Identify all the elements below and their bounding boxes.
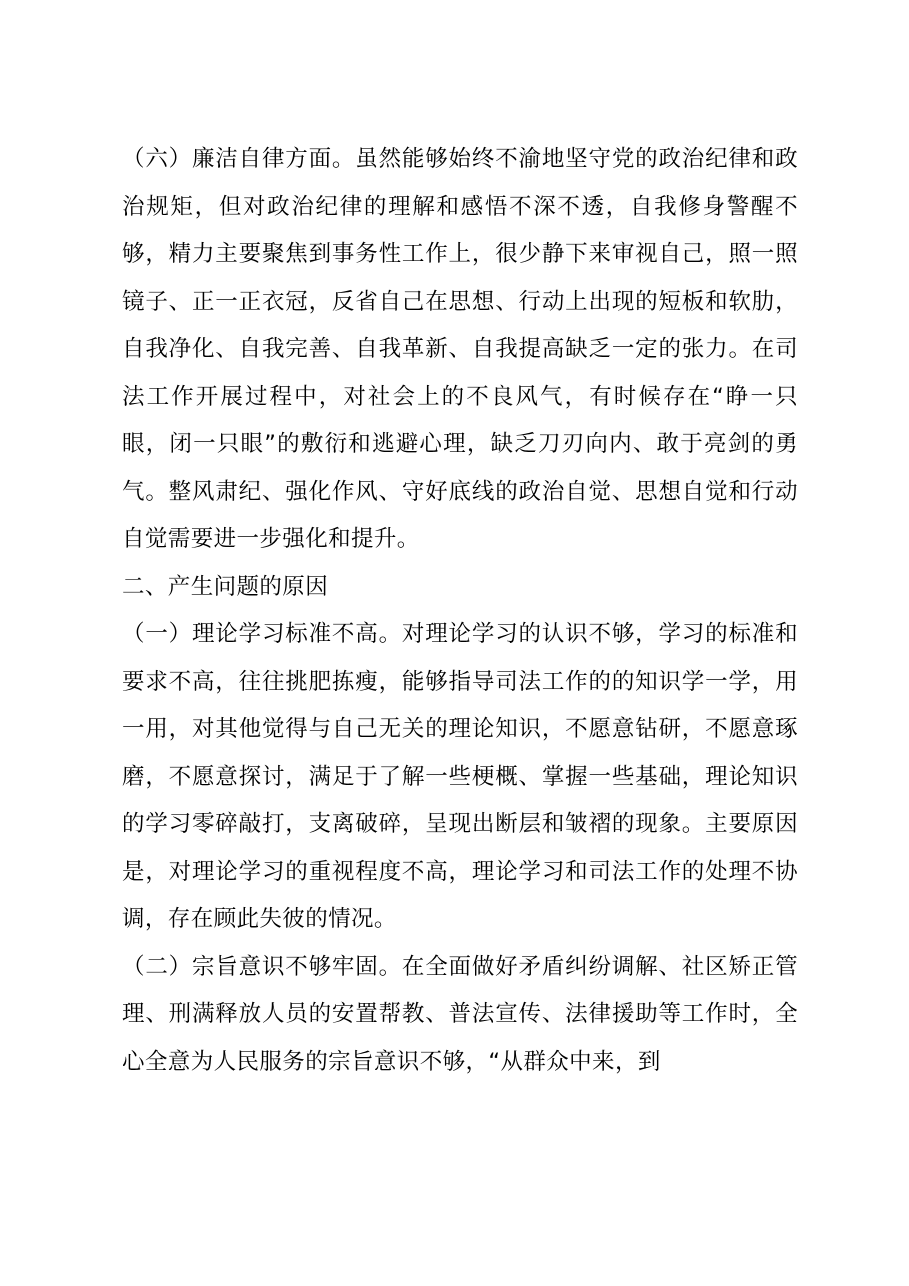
paragraph-theory-study: （一）理论学习标准不高。对理论学习的认识不够，学习的标准和要求不高，往往挑肥拣瘦，能够指导司法工作的的知识学一学，用一用，对其他觉得与自己无关的理论知识，不愿意钻研，不愿意琢磨，不愿意探讨，满足于了解一些梗概、掌握一些基础，理论知识的学习零碎敲打，支离破碎，呈现出断层和皱褶的现象。主要原因是，对理论学习的重视程度不高，理论学习和司法工作的处理不协调，存在顾此失彼的情况。 [122,621,798,932]
paragraph-purpose-awareness: （二）宗旨意识不够牢固。在全面做好矛盾纠纷调解、社区矫正管理、刑满释放人员的安置帮教、普法宣传、法律援助等工作时，全心全意为人民服务的宗旨意识不够，“从群众中来，到 [122,953,798,1075]
section-heading-causes: 二、产生问题的原因 [122,573,329,600]
paragraph-integrity-self-discipline: （六）廉洁自律方面。虽然能够始终不渝地坚守党的政治纪律和政治规矩，但对政治纪律的理解和感悟不深不透，自我修身警醒不够，精力主要聚焦到事务性工作上，很少静下来审视自己，照一照镜子、正一正衣冠，反省自己在思想、行动上出现的短板和软肋，自我净化、自我完善、自我革新、自我提高缺乏一定的张力。在司法工作开展过程中，对社会上的不良风气，有时候存在“睁一只眼，闭一只眼”的敷衍和逃避心理，缺乏刀刃向内、敢于亮剑的勇气。整风肃纪、强化作风、守好底线的政治自觉、思想自觉和行动自觉需要进一步强化和提升。 [122,146,798,552]
document-body [122,136,798,1086]
